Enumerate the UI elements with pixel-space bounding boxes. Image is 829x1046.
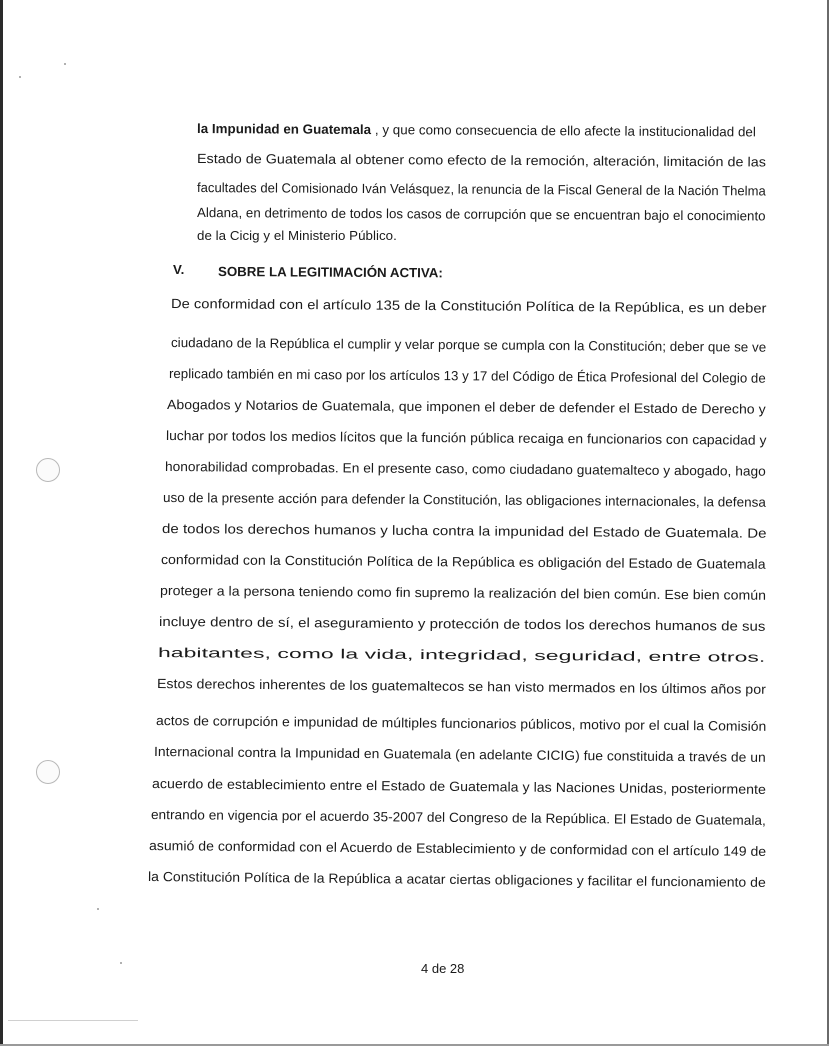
intro-line-5: de la Cicig y el Ministerio Público. [197, 228, 397, 243]
paragraph1-line: de todos los derechos humanos y lucha contra la impunidad del Estado de Guatemala. De [161, 521, 767, 541]
paragraph1-line: ciudadano de la República el cumplir y velar porque se cumpla con la Constitución; deber que se ve [170, 335, 767, 355]
paragraph2-line: actos de corrupción e impunidad de múltiples funcionarios públicos, motivo por el cual la Comisión [155, 713, 767, 734]
page-number: 4 de 28 [421, 961, 465, 976]
paragraph1-line: uso de la presente acción para defender la Constitución, las obligaciones internacionales, la defensa [162, 490, 766, 510]
paragraph2-line: asumió de conformidad con el Acuerdo de Establecimiento y de conformidad con el artículo 149 de [148, 838, 767, 859]
scan-speck [97, 908, 99, 910]
intro-line-1 [197, 121, 770, 139]
paragraph1-line: conformidad con la Constitución Política de la República es obligación del Estado de Guatemala [160, 552, 766, 572]
paragraph1-line: Abogados y Notarios de Guatemala, que imponen el deber de defender el Estado de Derecho y [166, 397, 766, 417]
paragraph1-line: habitantes, como la vida, integridad, seguridad, entre otros. [157, 645, 766, 665]
paragraph1-line: proteger a la persona teniendo como fin supremo la realización del bien común. Ese bien común [159, 583, 767, 603]
paragraph2-line: acuerdo de establecimiento entre el Estado de Guatemala y las Naciones Unidas, posteriormente [151, 776, 766, 797]
paragraph1-line: incluye dentro de sí, el aseguramiento y protección de todos los derechos humanos de sus [158, 614, 766, 634]
paragraph2-line: entrando en vigencia por el acuerdo 35-2007 del Congreso de la República. El Estado de Guatemala, [150, 807, 766, 828]
scan-edge-left [0, 0, 3, 1046]
punch-hole [36, 760, 60, 784]
section-number: V. [173, 262, 185, 277]
punch-hole [36, 458, 60, 482]
paragraph1-line: De conformidad con el artículo 135 de la Constitución Política de la República, es un deber [170, 296, 767, 316]
intro-line-1-rest: , y que como consecuencia de ello afecte la institucionalidad del [371, 122, 756, 140]
bold-phrase: la Impunidad en Guatemala [196, 121, 372, 138]
scan-artifact-line [8, 1020, 138, 1021]
paragraph2-line: Internacional contra la Impunidad en Guatemala (en adelante CICIG) fue constituida a través de un [153, 744, 766, 765]
intro-line-3: facultades del Comisionado Iván Velásquez, la renuncia de la Fiscal General de la Nación Thelma [196, 180, 766, 199]
intro-line-4: Aldana, en detrimento de todos los casos de corrupción que se encuentran bajo el conocimiento [196, 205, 766, 224]
scan-speck [120, 962, 122, 964]
scan-speck [19, 76, 21, 78]
paragraph1-line: luchar por todos los medios lícitos que la función pública recaiga en funcionarios con capacidad y [165, 428, 767, 448]
scan-speck [64, 63, 66, 65]
paragraph1-line: replicado también en mi caso por los artículos 13 y 17 del Código de Ética Profesional del Colegio de [168, 366, 766, 386]
intro-line-2: Estado de Guatemala al obtener como efecto de la remoción, alteración, limitación de las [196, 151, 766, 170]
paragraph2-line: Estos derechos inherentes de los guatemaltecos se han visto mermados en los últimos años por [156, 676, 767, 697]
section-title: SOBRE LA LEGITIMACIÓN ACTIVA: [217, 264, 443, 281]
paragraph2-line: la Constitución Política de la República a acatar ciertas obligaciones y facilitar el funcionamiento de [147, 869, 766, 890]
paragraph1-line: honorabilidad comprobadas. En el presente caso, como ciudadano guatemalteco y abogado, hago [164, 459, 766, 479]
